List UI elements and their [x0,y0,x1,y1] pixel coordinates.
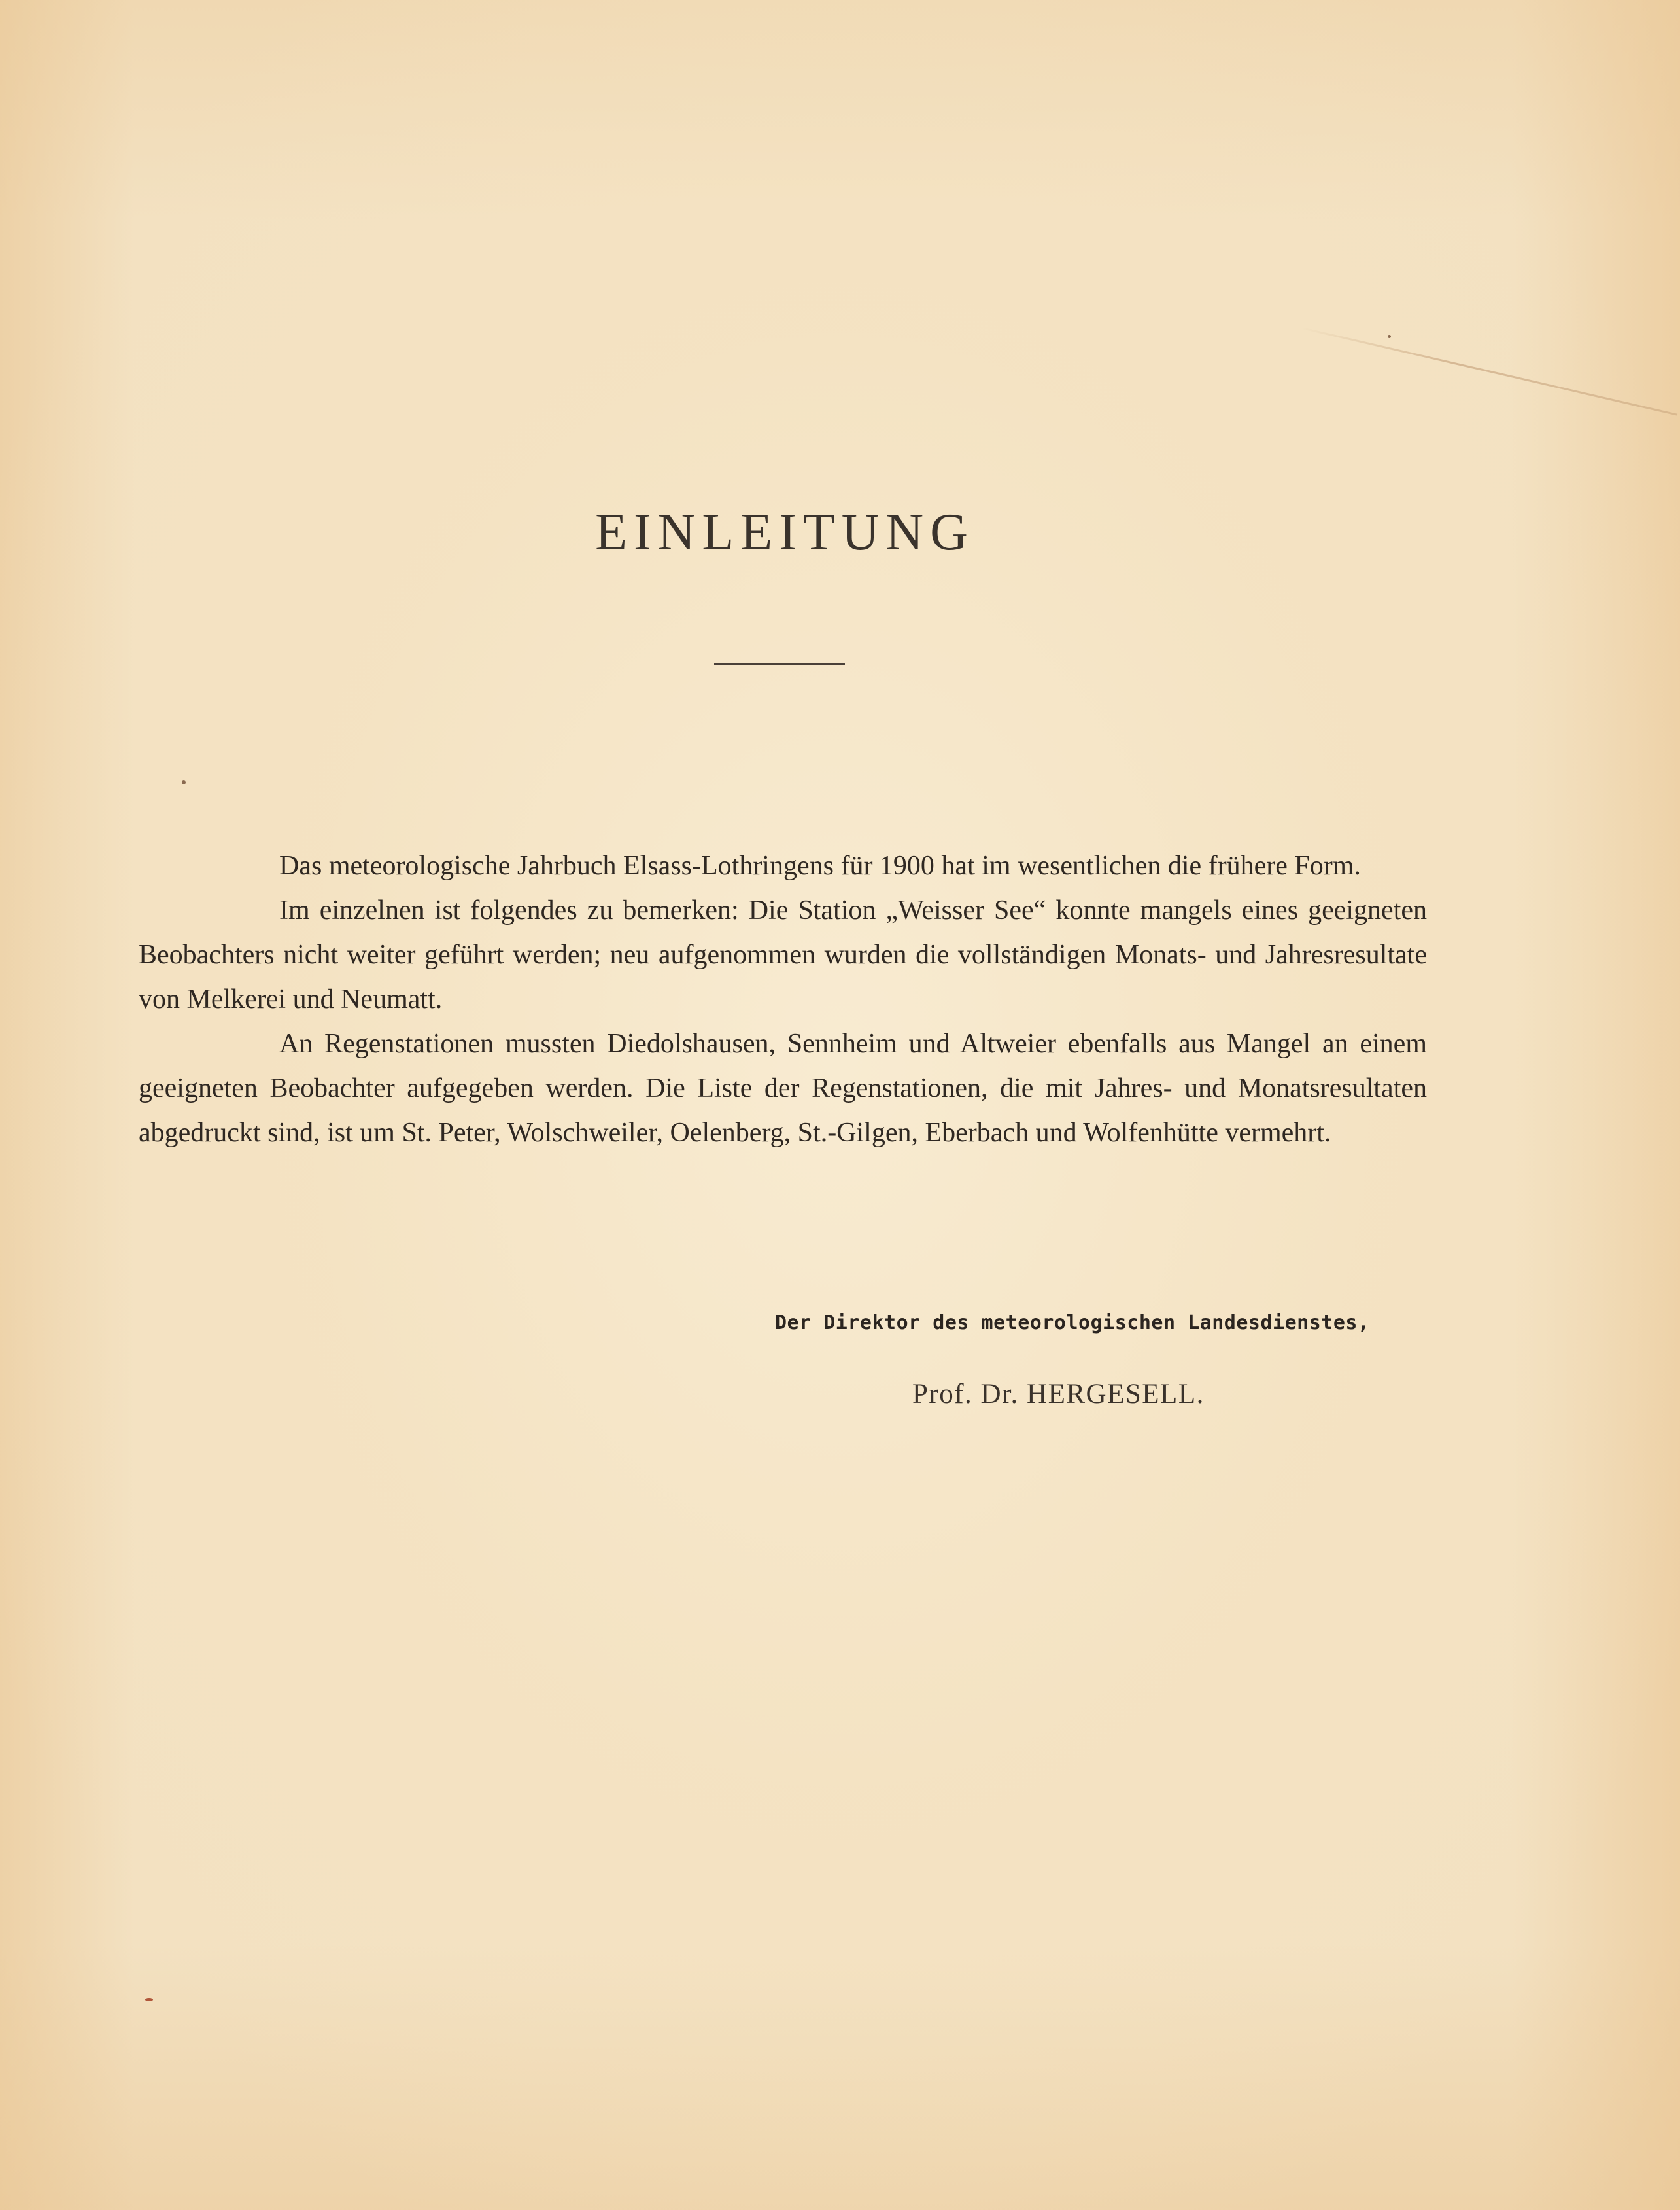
paper-speck [145,1998,153,2001]
introduction-body [139,844,1427,1155]
signature-title: Der Direktor des meteorologischen Landesdienstes, [775,1311,1370,1334]
title-divider [714,663,845,665]
paper-fold-mark [1301,327,1678,416]
paragraph: Im einzelnen ist folgendes zu bemerken: Die Station „Weisser See“ konnte mangels eines geeigneten Beobachters nicht weiter geführt werden; neu aufgenommen wurden die vollständigen Monats- und Jahresresultate von Melkerei und Neumatt. [139,895,1427,1014]
page-title: EINLEITUNG [595,503,974,561]
paper-speck [1388,335,1391,338]
paper-speck [182,780,186,784]
signature-name: Prof. Dr. HERGESELL. [912,1379,1205,1409]
paragraph: Das meteorologische Jahrbuch Elsass-Lothringens für 1900 hat im wesentlichen die frühere Form. [279,851,1361,881]
paragraph: An Regenstationen mussten Diedolshausen, Sennheim und Altweier ebenfalls aus Mangel an einem geeigneten Beobachter aufgegeben werden. Die Liste der Regenstationen, die mit Jahres- und Monatsresultaten abgedruckt sind, ist um St. Peter, Wolschweiler, Oelenberg, St.-Gilgen, Eberbach und Wolfenhütte vermehrt. [139,1029,1427,1148]
